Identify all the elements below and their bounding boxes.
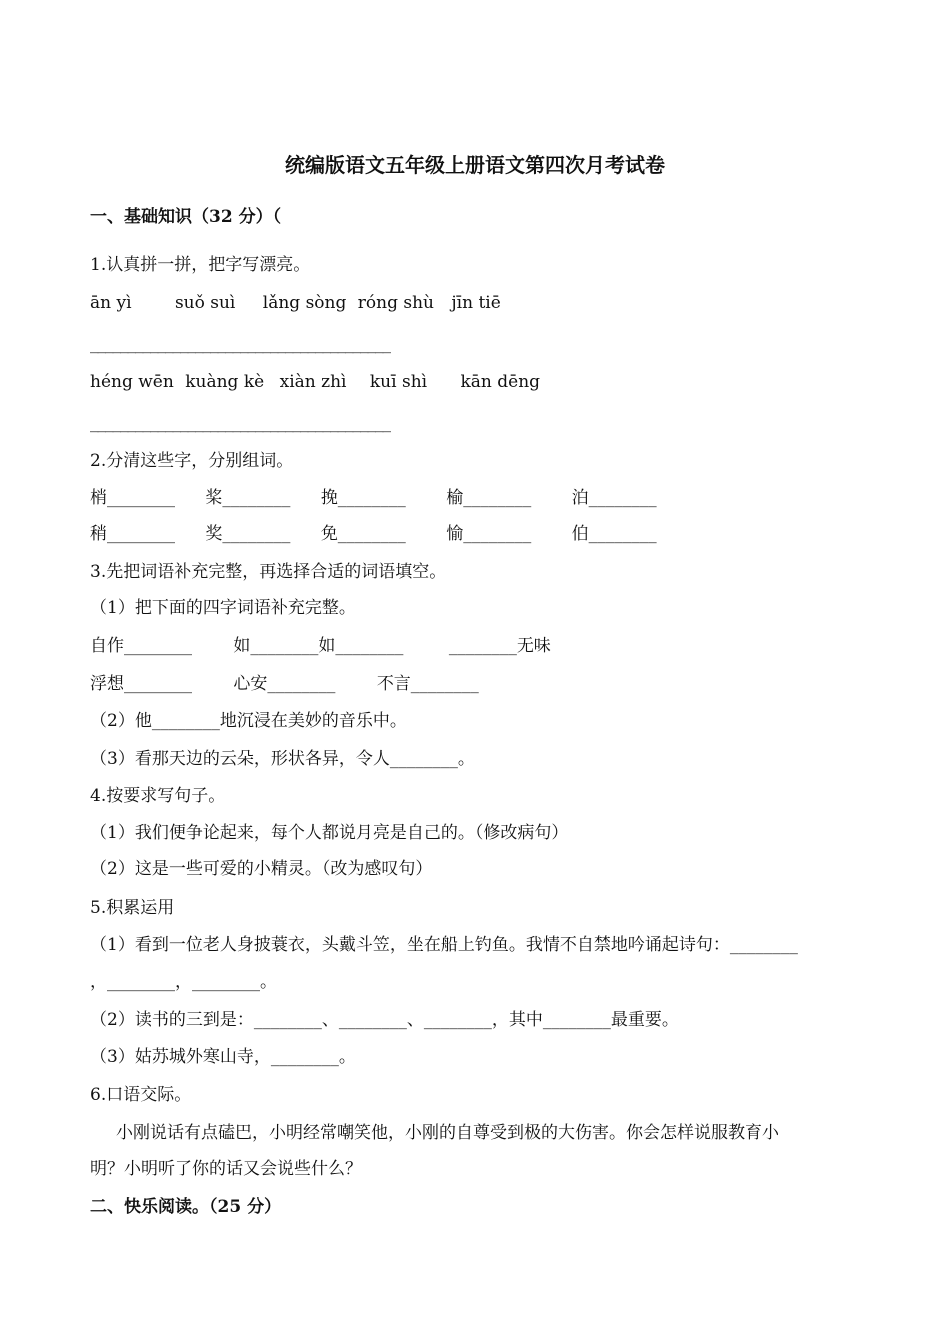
question-4-1: （1）我们便争论起来，每个人都说月亮是自己的。（修改病句） — [90, 823, 569, 843]
idiom-blank: 自作________ — [90, 636, 192, 656]
question-3-3: （3）看那天边的云朵，形状各异，令人________。 — [90, 749, 475, 769]
question-4-2: （2）这是一些可爱的小精灵。（改为感叹句） — [90, 859, 433, 879]
pinyin-item: jīn tiē — [451, 293, 501, 313]
word-blank: 伯________ — [571, 524, 657, 544]
question-3-2: （2）他________地沉浸在美妙的音乐中。 — [90, 711, 407, 731]
pinyin-item: kuī shì — [369, 372, 428, 392]
question-3-1: （1）把下面的四字词语补充完整。 — [90, 598, 356, 618]
pinyin-item: ān yì — [90, 293, 132, 313]
section-1-heading: 一、基础知识（32 分）（ — [90, 207, 282, 227]
answer-blanks-row-1: ________________________________________ — [90, 334, 390, 354]
word-blank: 愉________ — [446, 524, 532, 544]
section-2-heading: 二、快乐阅读。（25 分） — [90, 1197, 282, 1217]
word-blank: 桨________ — [205, 488, 291, 508]
exam-title: 统编版语文五年级上册语文第四次月考试卷 — [285, 153, 665, 177]
q2-row-1 — [90, 487, 657, 509]
word-blank: 免________ — [320, 524, 406, 544]
pinyin-item: xiàn zhì — [279, 372, 347, 392]
word-blank: 梢________ — [90, 488, 175, 508]
pinyin-item: lǎng sòng — [262, 293, 347, 313]
idiom-blank: 心安________ — [233, 674, 336, 694]
idiom-blank: 不言________ — [376, 674, 479, 694]
pinyin-item: róng shù — [357, 293, 434, 313]
idiom-blank: 浮想________ — [90, 674, 192, 694]
word-blank: 榆________ — [446, 488, 532, 508]
question-2: 2.分清这些字，分别组词。 — [90, 451, 294, 471]
question-5: 5.积累运用 — [90, 898, 175, 918]
question-5-1-line-1: （1）看到一位老人身披蓑衣，头戴斗笠，坐在船上钓鱼。我情不自禁地吟诵起诗句：________ — [90, 935, 798, 955]
word-blank: 泊________ — [571, 488, 657, 508]
question-3: 3.先把词语补充完整，再选择合适的词语填空。 — [90, 562, 447, 582]
word-blank: 稍________ — [90, 524, 175, 544]
pinyin-item: suǒ suì — [174, 293, 236, 313]
question-6: 6.口语交际。 — [90, 1085, 192, 1105]
pinyin-item: héng wēn — [90, 372, 174, 392]
pinyin-item: kuàng kè — [185, 372, 265, 392]
word-blank: 奖________ — [205, 524, 291, 544]
q3-idiom-row-2 — [90, 673, 479, 695]
q3-idiom-row-1 — [90, 635, 551, 657]
question-5-3: （3）姑苏城外寒山寺，________。 — [90, 1047, 356, 1067]
idiom-blank: 如________如________ — [233, 636, 404, 656]
answer-blanks-row-2: ________________________________________ — [90, 413, 390, 433]
question-1: 1.认真拼一拼，把字写漂亮。 — [90, 255, 311, 275]
pinyin-item: kān dēng — [460, 372, 541, 392]
word-blank: 挽________ — [320, 488, 406, 508]
question-6-paragraph-line-2: 明？小明听了你的话又会说些什么？ — [90, 1159, 362, 1179]
question-5-2: （2）读书的三到是：________、________、________，其中________最重要。 — [90, 1010, 679, 1030]
question-6-paragraph-line-1: 小刚说话有点磕巴，小明经常嘲笑他，小刚的自尊受到极的大伤害。你会怎样说服教育小 — [116, 1123, 779, 1143]
pinyin-row-1 — [90, 292, 501, 314]
pinyin-row-2 — [90, 371, 540, 393]
q2-row-2 — [90, 523, 657, 545]
question-5-1-line-2: ，________，________。 — [90, 972, 277, 992]
question-4: 4.按要求写句子。 — [90, 786, 226, 806]
idiom-blank: ________无味 — [448, 636, 551, 656]
